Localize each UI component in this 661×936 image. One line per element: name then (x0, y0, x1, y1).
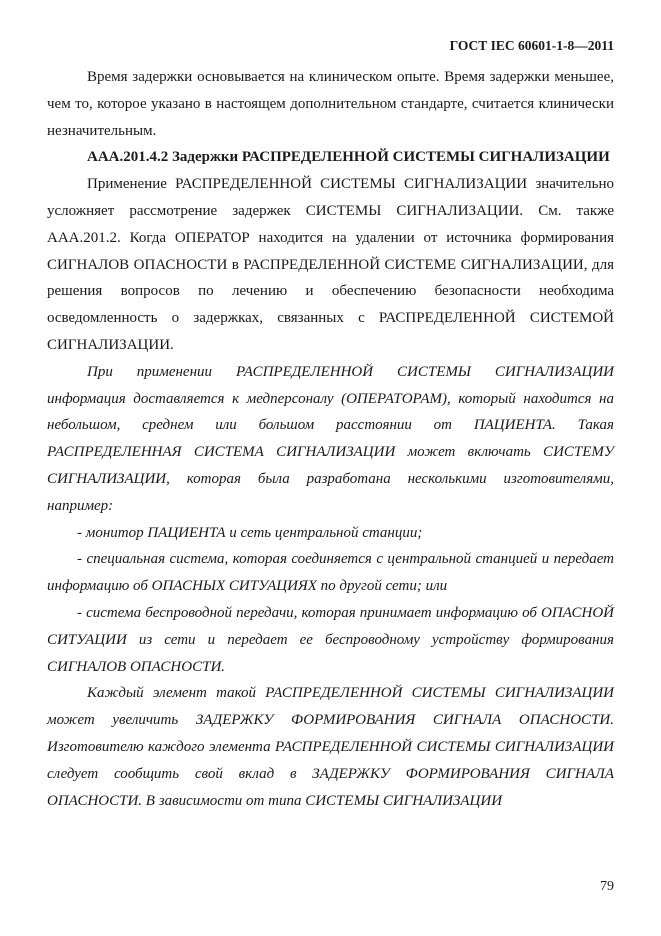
paragraph-distributed-system: Применение РАСПРЕДЕЛЕННОЙ СИСТЕМЫ СИГНАЛИЗАЦИИ значительно усложняет рассмотрение задержек СИСТЕМЫ СИГНАЛИЗАЦИИ. См. также ААА.201.2. Когда ОПЕРАТОР находится на удалении от источника формирования СИГНАЛОВ ОПАСНОСТИ в РАСПРЕДЕЛЕННОЙ СИСТЕМЕ СИГНАЛИЗАЦИИ, для решения вопросов по лечению и обеспечению безопасности необходима осведомленность о задержках, связанных с РАСПРЕДЕЛЕННОЙ СИСТЕМОЙ СИГНАЛИЗАЦИИ. (47, 176, 614, 353)
section-heading: ААА.201.4.2 Задержки РАСПРЕДЕЛЕННОЙ СИСТЕМЫ СИГНАЛИЗАЦИИ (87, 149, 610, 166)
paragraph-element-delay: Каждый элемент такой РАСПРЕДЕЛЕННОЙ СИСТЕМЫ СИГНАЛИЗАЦИИ может увеличить ЗАДЕРЖКУ ФОРМИРОВАНИЯ СИГНАЛА ОПАСНОСТИ. Изготовителю каждого элемента РАСПРЕДЕЛЕННОЙ СИСТЕМЫ СИГНАЛИЗАЦИИ следует сообщить свой вклад в ЗАДЕРЖКУ ФОРМИРОВАНИЯ СИГНАЛА ОПАСНОСТИ. В зависимости от типа СИСТЕМЫ СИГНАЛИЗАЦИИ (47, 685, 614, 809)
bullet-item-2: - специальная система, которая соединяется с центральной станцией и передает информацию об ОПАСНЫХ СИТУАЦИЯХ по другой сети; или (47, 551, 614, 595)
bullet-item-1: - монитор ПАЦИЕНТА и сеть центральной станции; (77, 524, 423, 541)
document-header: ГОСТ IEC 60601-1-8—2011 (449, 38, 614, 53)
page-number: 79 (600, 879, 614, 894)
page-body (47, 64, 614, 814)
bullet-item-3: - система беспроводной передачи, которая принимает информацию об ОПАСНОЙ СИТУАЦИИ из сети и передает ее беспроводному устройству формирования СИГНАЛОВ ОПАСНОСТИ. (47, 604, 614, 675)
paragraph-delay-basis: Время задержки основывается на клиническом опыте. Время задержки меньшее, чем то, которое указано в настоящем дополнительном стандарте, считается клинически незначительным. (47, 69, 614, 139)
paragraph-distributed-info: При применении РАСПРЕДЕЛЕННОЙ СИСТЕМЫ СИГНАЛИЗАЦИИ информация доставляется к медперсоналу (ОПЕРАТОРАМ), который находится на небольшом, среднем или большом расстоянии от ПАЦИЕНТА. Такая РАСПРЕДЕЛЕННАЯ СИСТЕМА СИГНАЛИЗАЦИИ может включать СИСТЕМУ СИГНАЛИЗАЦИИ, которая была разработана несколькими изготовителями, например: (47, 363, 614, 514)
